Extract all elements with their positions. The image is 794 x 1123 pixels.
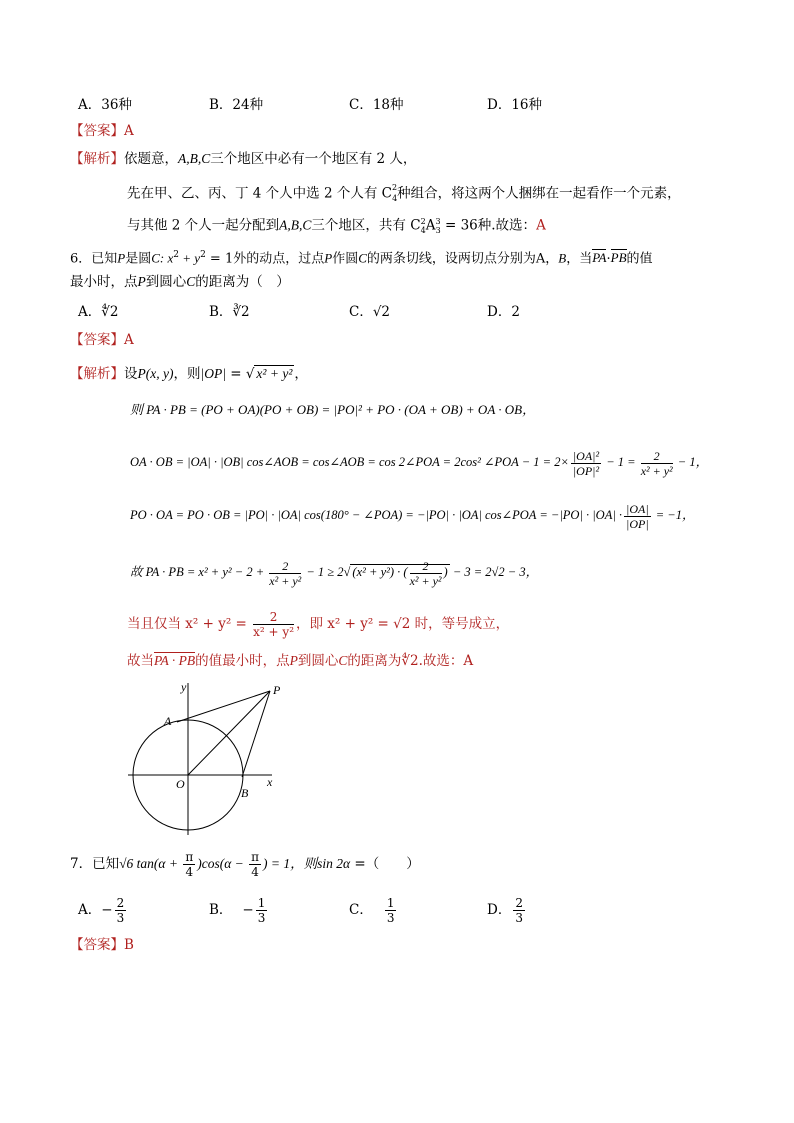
- denominator: 3: [515, 911, 523, 925]
- analysis-text: 依题意，: [124, 151, 178, 167]
- math-text: ): [443, 565, 448, 579]
- q5-answer-line: [70, 121, 134, 141]
- option-label: B．: [209, 902, 233, 918]
- answer-choice: A: [463, 653, 474, 669]
- question-text: ，: [545, 251, 559, 267]
- math-text: P: [289, 653, 298, 668]
- math-text: −: [242, 902, 254, 918]
- question-text: = 1外的动点，过点: [205, 251, 325, 267]
- numerator: 2: [515, 896, 523, 910]
- q5-option-d: D．16种: [487, 97, 543, 113]
- math-text: A: [535, 251, 546, 267]
- math-text: ) = 1，则: [263, 856, 318, 871]
- numerator: 2: [410, 559, 442, 574]
- q5-analysis-line-3: 与其他 2 个人一起分配到A,B,C三个地区，共有 $C^2_4A^3_3 = 36$种.故选：A: [127, 217, 546, 236]
- q7-option-b: [209, 894, 269, 926]
- analysis-tag: 【解析】: [70, 151, 124, 167]
- numerator: 1: [386, 896, 395, 910]
- denominator: x² + y²: [409, 573, 442, 588]
- numerator: 2: [116, 896, 125, 910]
- fraction: [641, 449, 673, 478]
- math-text: = −1，: [652, 508, 695, 522]
- q7-option-c: [349, 894, 398, 926]
- math-text: − 3 = 2√2 − 3，: [449, 565, 539, 579]
- math-text: A,B,C: [279, 217, 312, 233]
- q6-analysis-line-3: [130, 442, 708, 482]
- denominator: 3: [386, 911, 395, 925]
- analysis-text: 到圆心: [297, 653, 339, 669]
- vector-pa: PA: [592, 248, 606, 268]
- q6-option-a: A．∜2: [78, 304, 119, 320]
- math-text: P: [117, 250, 126, 266]
- math-text: sin 2α: [317, 856, 351, 871]
- denominator: |OP|: [626, 516, 649, 531]
- numerator: 2: [641, 449, 673, 464]
- answer-choice: A: [536, 217, 546, 234]
- point-p-label: P: [273, 683, 281, 697]
- math-text: ·: [606, 251, 611, 267]
- denominator: |OP|²: [572, 463, 600, 478]
- fraction: [385, 896, 397, 925]
- vector-pb: PB: [611, 248, 627, 268]
- fraction: [624, 502, 651, 531]
- fraction: [269, 559, 301, 588]
- option-label: D．: [487, 902, 512, 918]
- q6-analysis-line-5: 故 PA · PB = x² + y² − 2 + $\frac{2}{\text{x² + y²}}$ − 1 ≥ 2√ (x² + y²) · ( $\frac{2}{\text{x² + y²}}$ ) − 3 = 2√2 − 3，: [130, 558, 539, 588]
- math-text: (x² + y²) · (: [352, 565, 408, 579]
- math-text: =: [225, 366, 246, 382]
- fraction: [513, 896, 525, 925]
- math-text: √6 tan(α +: [119, 856, 182, 871]
- numerator: π: [185, 850, 194, 864]
- fraction: [183, 850, 195, 879]
- math-text: : x: [159, 250, 174, 266]
- tangent-pa: [177, 691, 270, 722]
- circle-tangent-figure: [120, 675, 290, 840]
- math-text: − 1 ≥ 2: [303, 565, 344, 579]
- q6-stem-line-1: 6．已知P是圆C: $x^2 + y^2 = 1$外的动点，过点P作圆C的两条切线，设两切点分别为A，B，当PA·PB的值: [70, 250, 653, 267]
- analysis-text: 故当: [127, 653, 154, 669]
- q7-stem-line: [70, 846, 420, 882]
- math-text: 当且仅当 x² + y² =: [127, 616, 252, 632]
- q6-option-d: D．2: [487, 304, 520, 320]
- q5-option-a: A．36种: [78, 97, 132, 113]
- math-text: )cos(α −: [197, 856, 248, 871]
- numerator: |OA|²: [572, 448, 600, 463]
- answer-value: B: [124, 937, 134, 953]
- q7-answer-line: [70, 935, 134, 955]
- answer-value: A: [124, 123, 134, 139]
- analysis-text: ，: [294, 366, 308, 382]
- numerator: 2: [253, 610, 294, 625]
- q6-option-b: B．∛2: [209, 304, 250, 320]
- denominator: 4: [251, 865, 259, 879]
- option-label: A．: [78, 902, 102, 918]
- question-text: 7．已知: [70, 856, 120, 872]
- math-text: + y: [179, 250, 201, 266]
- question-text: =（ ）: [350, 856, 420, 872]
- math-text: B: [558, 250, 567, 266]
- fraction: [249, 850, 261, 879]
- q5-option-c: C．18种: [349, 97, 404, 113]
- denominator: 3: [257, 911, 266, 925]
- math-text: |OP|: [200, 366, 226, 381]
- analysis-text: 先在甲、乙、丙、丁 4 个人中选 2 个人有 C: [127, 185, 392, 202]
- origin-label: O: [176, 777, 185, 791]
- q6-analysis-line-7: [127, 651, 473, 671]
- q5-analysis-line-2: 先在甲、乙、丙、丁 4 个人中选 2 个人有 $C^2_4$种组合，将这两个人捆绑在一起看作一个元素，: [127, 183, 681, 204]
- q6-answer-line: [70, 330, 134, 350]
- answer-tag: 【答案】: [70, 123, 124, 139]
- tangent-pb: [242, 691, 270, 777]
- question-text: 是圆: [125, 251, 152, 267]
- q6-analysis-line-2: 则 PA · PB = (PO + OA)(PO + OB) = |PO|² + PO · (OA + OB) + OA · OB，: [130, 402, 536, 417]
- answer-tag: 【答案】: [70, 937, 124, 953]
- math-text: C: [410, 217, 421, 234]
- analysis-text: 种组合，将这两个人捆绑在一起看作一个元素，: [397, 185, 681, 202]
- analysis-text: 的距离为∜2.故选：: [347, 653, 464, 669]
- math-text: A,B,C: [178, 151, 211, 166]
- question-text: ，当: [566, 251, 593, 267]
- math-text: OA · OB = |OA| · |OB| cos∠AOB = cos∠AOB = cos 2∠POA = 2cos² ∠POA − 1 = 2×: [130, 455, 569, 469]
- q5-analysis-line-1: [70, 149, 416, 169]
- question-text: 作圆: [332, 251, 359, 267]
- q6-analysis-line-6: [127, 604, 509, 644]
- denominator: x² + y²: [640, 463, 673, 478]
- math-text: P: [137, 366, 146, 381]
- fraction: [410, 559, 442, 588]
- question-text: 的值: [626, 251, 653, 267]
- question-text: 到圆心: [145, 274, 187, 290]
- segment-op: [188, 691, 270, 775]
- math-text: P: [137, 274, 146, 289]
- numerator: |OA|: [626, 501, 649, 516]
- q6-analysis-line-1: 【解析】设P(x, y)，则|OP| = √ x² + y² ，: [70, 366, 308, 382]
- q7-option-d: [487, 894, 527, 926]
- sqrt-body: [350, 558, 449, 588]
- fraction: [256, 896, 268, 925]
- math-text: C: [186, 274, 196, 289]
- q5-option-b: B．24种: [209, 97, 264, 113]
- math-text: C: [338, 653, 348, 668]
- analysis-text: = 36种.故选：: [444, 217, 537, 234]
- fraction: [253, 610, 294, 639]
- vector-product: PA · PB: [154, 651, 195, 671]
- math-text: PO · OA = PO · OB = |PO| · |OA| cos(180° − ∠POA) = −|PO| · |OA| cos∠POA = −|PO| · |OA| ·: [130, 508, 623, 522]
- denominator: x² + y²: [253, 625, 295, 639]
- q7-option-a: [78, 894, 128, 926]
- numerator: 2: [269, 559, 301, 574]
- math-text: (x, y): [145, 366, 174, 381]
- x-axis-label: x: [267, 775, 273, 789]
- option-label: C．: [349, 902, 373, 918]
- point-b-label: B: [241, 786, 249, 800]
- fraction: [115, 896, 127, 925]
- math-text: A: [425, 217, 436, 234]
- q6-stem-line-2: [70, 272, 290, 292]
- math-text: − 1 =: [603, 455, 639, 469]
- analysis-tag: 【解析】: [70, 366, 124, 382]
- analysis-text: ，则: [173, 366, 201, 382]
- question-text: 的距离为（ ）: [195, 274, 290, 290]
- analysis-text: 的值最小时，点: [195, 653, 290, 669]
- math-text: C: [358, 250, 367, 266]
- math-text: −: [101, 902, 113, 918]
- point-a-label: A: [164, 714, 172, 728]
- analysis-text: 设: [124, 366, 138, 382]
- answer-tag: 【答案】: [70, 332, 124, 348]
- denominator: x² + y²: [269, 573, 302, 588]
- answer-value: A: [124, 332, 134, 348]
- math-text: − 1，: [674, 455, 709, 469]
- analysis-text: 与其他 2 个人一起分配到: [127, 217, 280, 234]
- denominator: 3: [116, 911, 125, 925]
- math-text: x² + y²: [256, 366, 293, 381]
- math-text: C: [151, 250, 160, 266]
- math-text: 故 PA · PB = x² + y² − 2 +: [130, 565, 268, 579]
- analysis-text: 三个地区中必有一个地区有 2 人，: [210, 151, 417, 167]
- math-text: P: [324, 250, 333, 266]
- math-text: ，即 x² + y² = √2 时，等号成立，: [296, 616, 510, 632]
- question-text: 的两条切线，设两切点分别为: [366, 251, 536, 267]
- numerator: π: [251, 850, 260, 864]
- y-axis-label: y: [181, 680, 187, 694]
- analysis-text: 三个地区，共有: [311, 217, 406, 234]
- numerator: 1: [257, 896, 266, 910]
- q6-option-c: C．√2: [349, 304, 391, 320]
- question-text: 6．已知: [70, 251, 118, 267]
- question-text: 最小时，点: [70, 274, 138, 290]
- q6-analysis-line-4: [130, 495, 695, 535]
- fraction: [571, 449, 601, 478]
- denominator: 4: [185, 865, 194, 879]
